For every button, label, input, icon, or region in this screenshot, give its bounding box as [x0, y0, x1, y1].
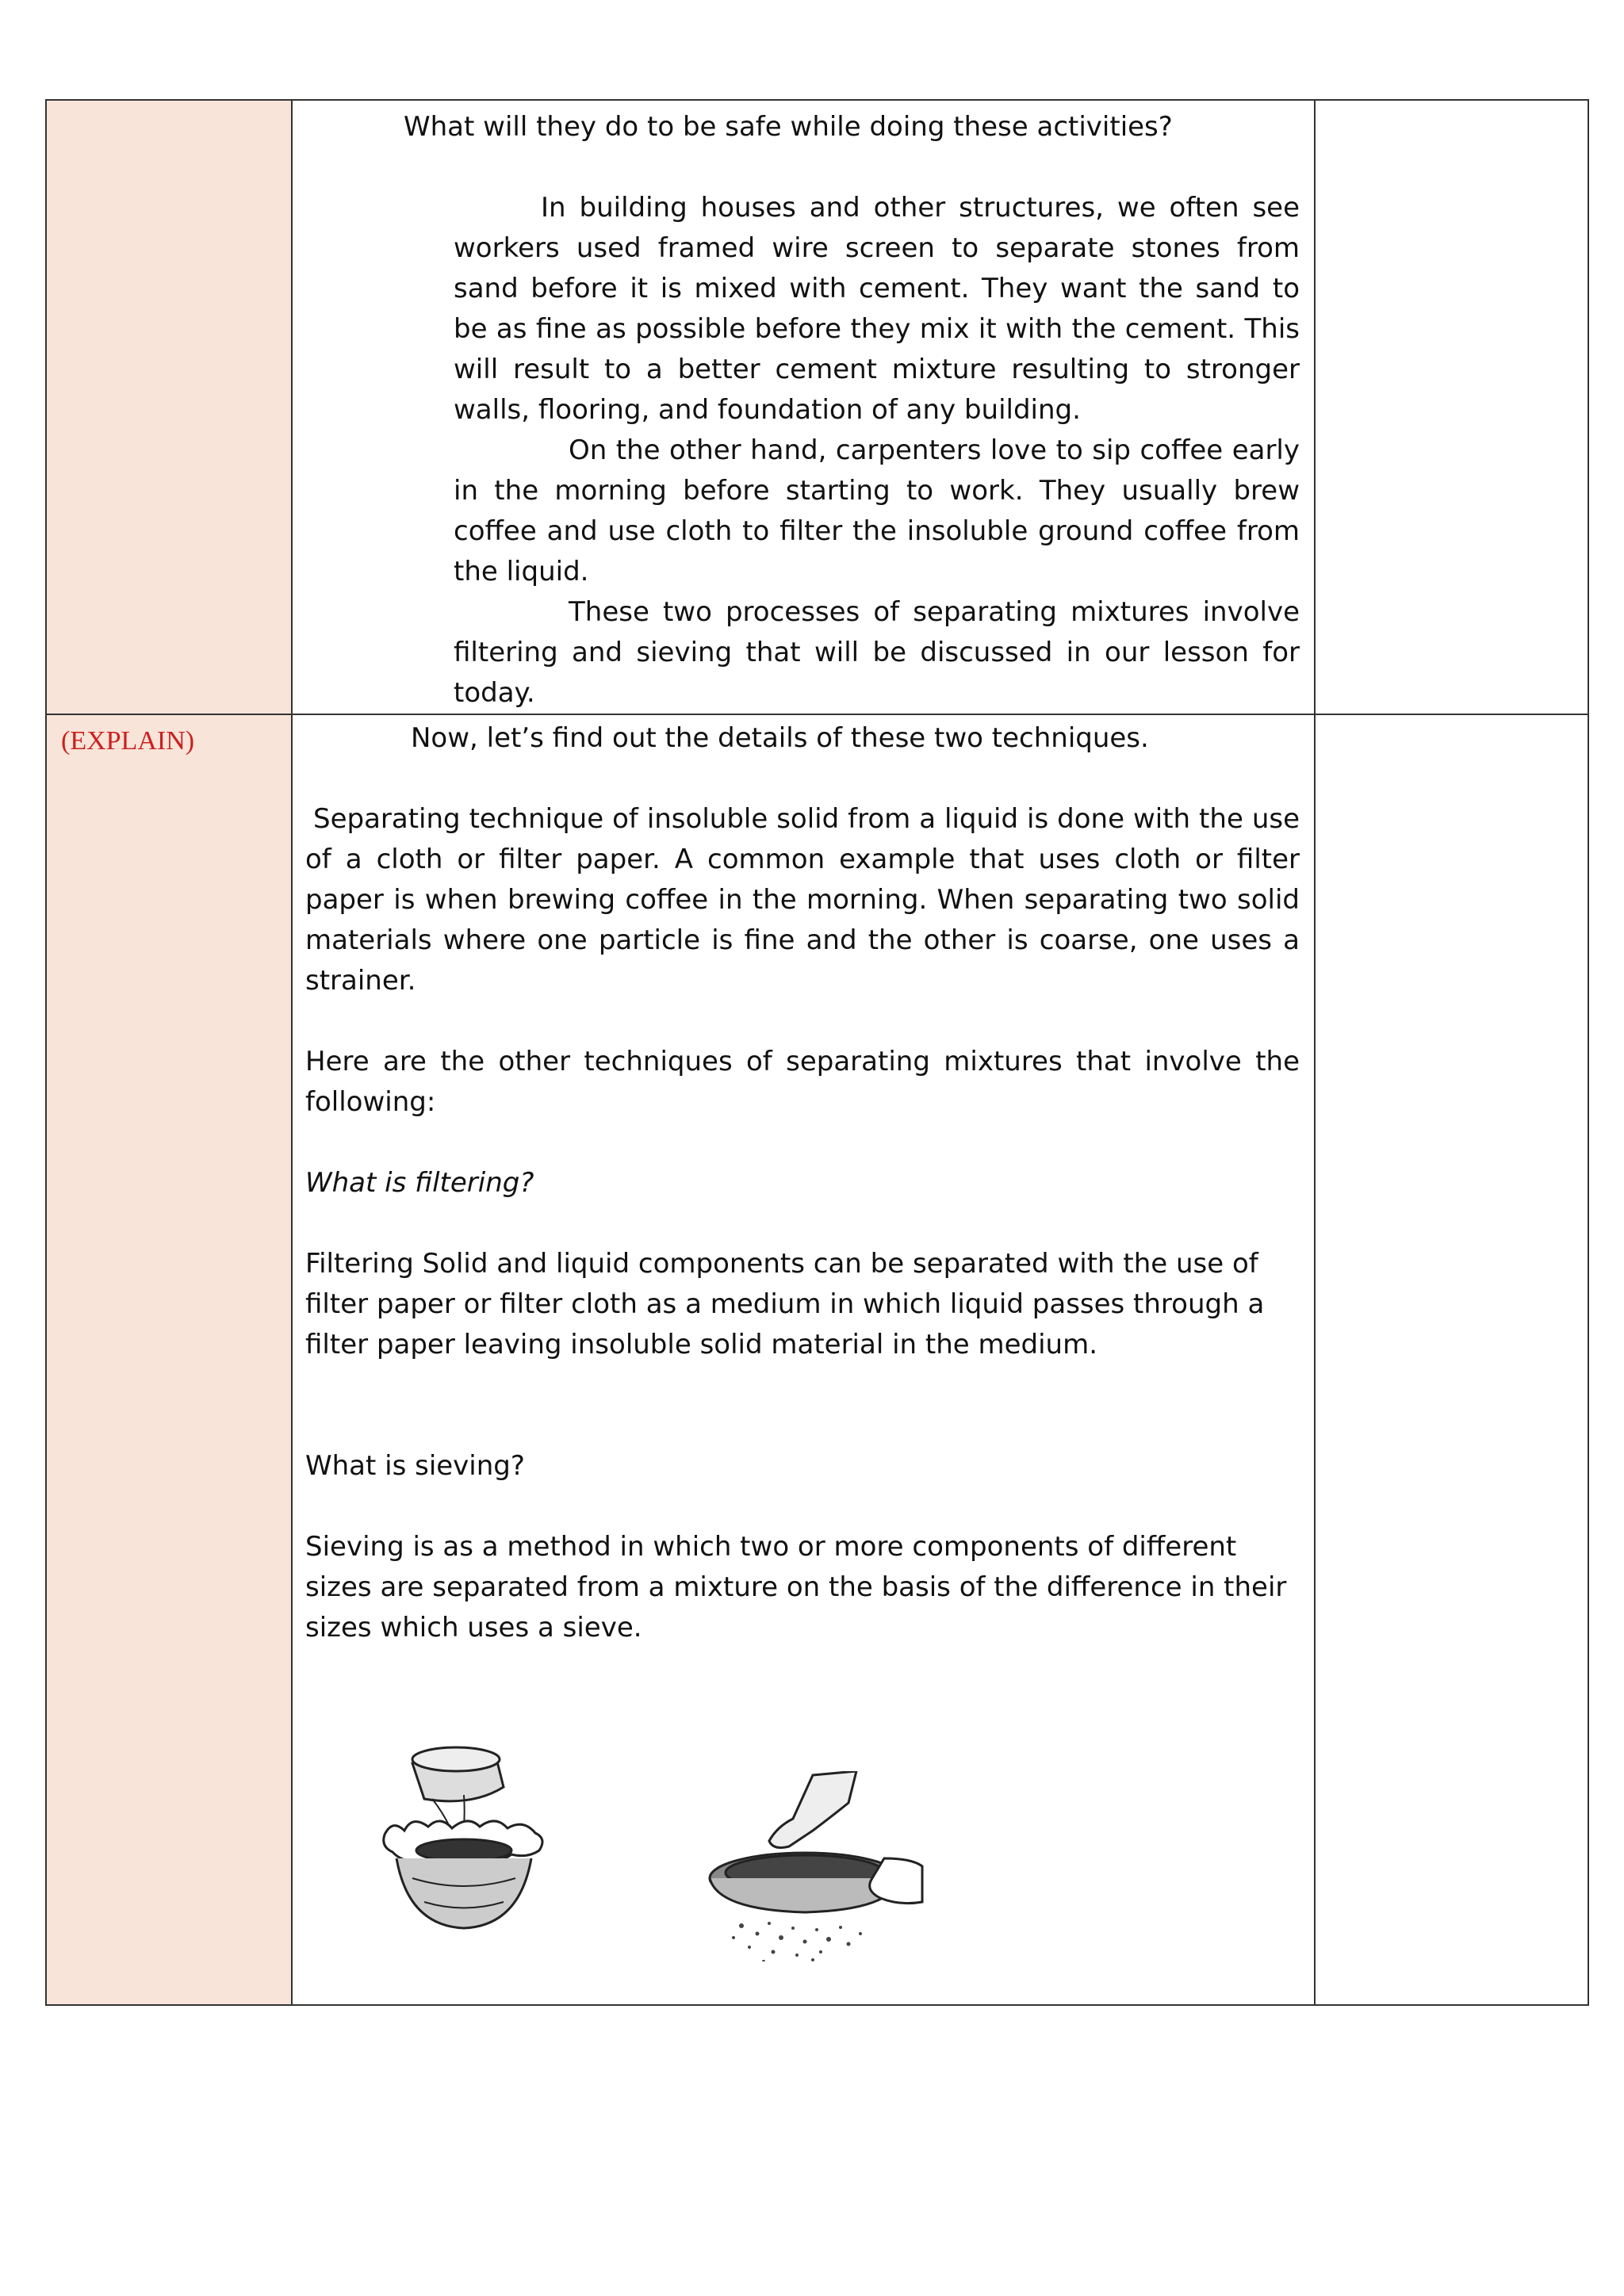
paragraph: In building houses and other structures, we often see workers used framed wire screen to separate stones from sand before it is mixed with cement. They want the sand to be as fine as possible before they mix it with the cement. This will result to a better cement mixture resulting to stronger walls, flooring, and foundation of any building.	[454, 192, 1300, 426]
phase-label: (EXPLAIN)	[61, 726, 195, 756]
illustrations	[305, 1739, 1300, 1946]
filter-funnel-illustration	[377, 1739, 559, 1938]
filtering-question: What is filtering?	[305, 1167, 534, 1199]
lesson-plan-table	[45, 99, 1589, 2006]
sieve-hands-illustration	[694, 1771, 924, 1961]
safety-question: What will they do to be safe while doing these activities?	[404, 111, 1173, 143]
content-cell	[292, 100, 1315, 714]
intro-text: Now, let’s find out the details of these two techniques.	[411, 722, 1149, 754]
notes-cell	[1315, 714, 1588, 2005]
paragraph: On the other hand, carpenters love to sip coffee early in the morning before starting to work. They usually brew coffee and use cloth to filter the insoluble ground coffee from the liquid.	[454, 434, 1300, 587]
phase-cell	[46, 714, 292, 2005]
paragraph: Separating technique of insoluble solid from a liquid is done with the use of a cloth or filter paper. A common example that uses cloth or filter paper is when brewing coffee in the morning. When separating two solid materials where one particle is fine and the other is coarse, one uses a strainer.	[305, 803, 1300, 997]
content-cell	[292, 714, 1315, 2005]
table-row	[46, 714, 1588, 2005]
filtering-definition: Filtering Solid and liquid components can be separated with the use of filter paper or filter cloth as a medium in which liquid passes through a filter paper leaving insoluble solid material in the medium.	[305, 1248, 1265, 1360]
phase-cell	[46, 100, 292, 714]
motivation-text	[454, 188, 1300, 714]
paragraph: These two processes of separating mixtures involve filtering and sieving that will be discussed in our lesson for today.	[454, 596, 1300, 709]
table-row	[46, 100, 1588, 714]
sieving-definition: Sieving is as a method in which two or more components of different sizes are separated from a mixture on the basis of the difference in their sizes which uses a sieve.	[305, 1531, 1287, 1644]
sieving-question: What is sieving?	[305, 1450, 525, 1482]
notes-cell	[1315, 100, 1588, 714]
paragraph: Here are the other techniques of separating mixtures that involve the following:	[305, 1046, 1300, 1118]
